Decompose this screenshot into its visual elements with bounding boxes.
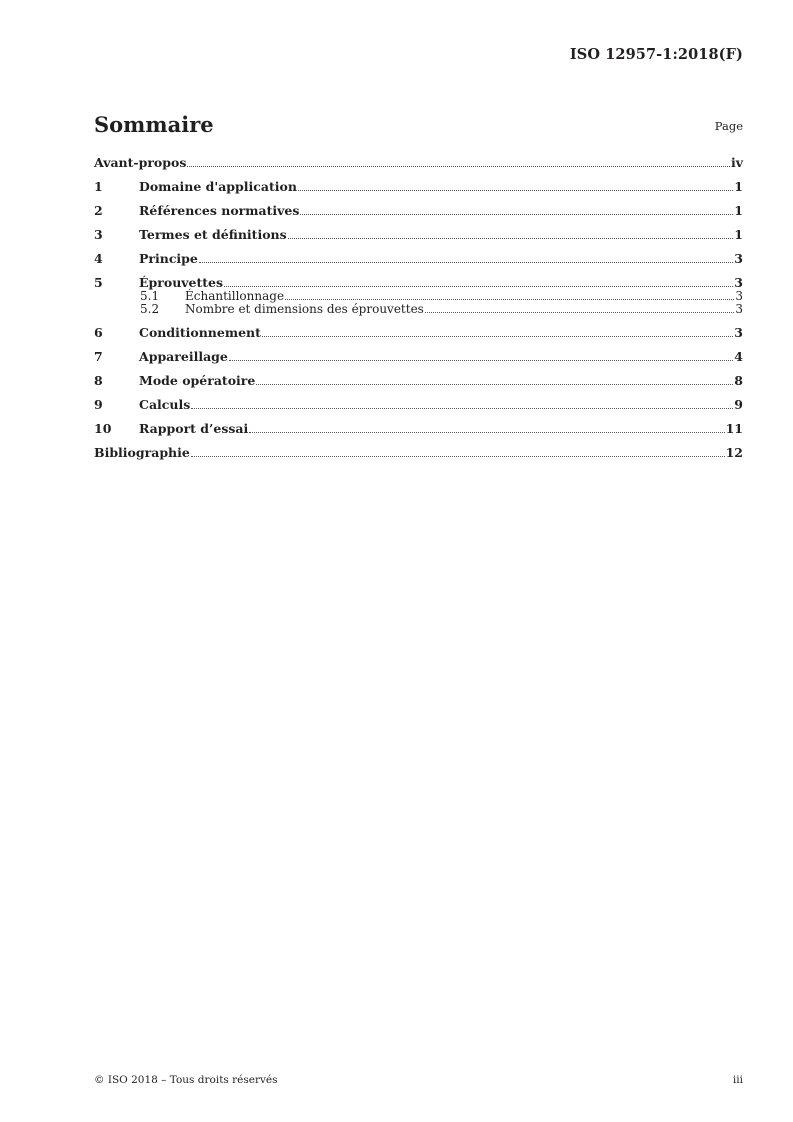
toc-entry-page: 9 [734,397,743,412]
dot-leader [285,299,734,300]
toc-entry-bibliography[interactable] [94,445,743,460]
toc-entry-page: 3 [734,251,743,266]
toc-entry-number: 5.1 [140,289,160,303]
toc-entry-number: 5 [94,275,103,290]
toc-entry-scope[interactable] [94,179,743,194]
toc-entry-test-report[interactable] [94,421,743,436]
toc-entry-number: 7 [94,349,103,364]
toc-entry-specimens[interactable] [94,275,743,290]
toc-entry-label: Calculs [139,397,191,412]
toc-entry-calculations[interactable] [94,397,743,412]
toc-entry-number: 1 [94,179,103,194]
toc-entry-page: 1 [734,203,743,218]
dot-leader [298,190,733,191]
dot-leader [425,312,735,313]
toc-entry-number: 6 [94,325,103,340]
toc-entry-page: 8 [734,373,743,388]
toc-entry-number: 4 [94,251,103,266]
dot-leader [262,336,733,337]
toc-entry-page: 1 [734,179,743,194]
toc-title: Sommaire [94,112,214,137]
toc-entry-label: Domaine d'application [139,179,297,194]
toc-entry-label: Mode opératoire [139,373,256,388]
toc-entry-foreword[interactable] [94,155,743,170]
toc-entry-number: 3 [94,227,103,242]
toc-entry-normative-references[interactable] [94,203,743,218]
toc-page-column-label: Page [714,119,743,133]
copyright-notice: © ISO 2018 – Tous droits réservés [94,1074,278,1086]
toc-entry-apparatus[interactable] [94,349,743,364]
dot-leader [224,286,733,287]
toc-entry-label: Termes et définitions [139,227,287,242]
toc-entry-page: 1 [734,227,743,242]
toc-entry-label: Bibliographie [94,445,190,460]
dot-leader [300,214,733,215]
toc-entry-label: Avant-propos [94,155,187,170]
toc-entry-page: 3 [735,302,743,316]
toc-entry-number: 5.2 [140,302,160,316]
toc-entry-page: 11 [725,421,743,436]
toc-entry-label: Rapport d’essai [139,421,249,436]
toc-entry-page: 4 [734,349,743,364]
dot-leader [288,238,734,239]
dot-leader [256,384,733,385]
toc-entry-terms-definitions[interactable] [94,227,743,242]
toc-entry-number: 8 [94,373,103,388]
toc-entry-conditioning[interactable] [94,325,743,340]
toc-entry-label: Éprouvettes [139,275,224,290]
toc-entry-label: Appareillage [139,349,228,364]
document-identifier: ISO 12957-1:2018(F) [569,46,743,63]
dot-leader [187,166,730,167]
dot-leader [191,456,725,457]
toc-entry-label: Échantillonnage [185,289,285,303]
toc-entry-number: 10 [94,421,112,436]
toc-entry-specimen-number-dimensions[interactable] [94,303,743,316]
table-of-contents [94,155,743,460]
toc-entry-page: 3 [735,289,743,303]
dot-leader [199,262,733,263]
dot-leader [229,360,733,361]
toc-heading [94,112,743,142]
page-number: iii [732,1074,743,1086]
toc-entry-page: 3 [734,325,743,340]
toc-entry-page: 12 [725,445,743,460]
dot-leader [191,408,733,409]
toc-entry-number: 9 [94,397,103,412]
toc-entry-label: Principe [139,251,198,266]
toc-entry-page: 3 [734,275,743,290]
toc-entry-procedure[interactable] [94,373,743,388]
toc-entry-page: iv [730,155,743,170]
dot-leader [249,432,724,433]
toc-entry-principle[interactable] [94,251,743,266]
toc-entry-label: Nombre et dimensions des éprouvettes [185,302,424,316]
toc-entry-number: 2 [94,203,103,218]
toc-entry-label: Références normatives [139,203,300,218]
toc-entry-label: Conditionnement [139,325,261,340]
